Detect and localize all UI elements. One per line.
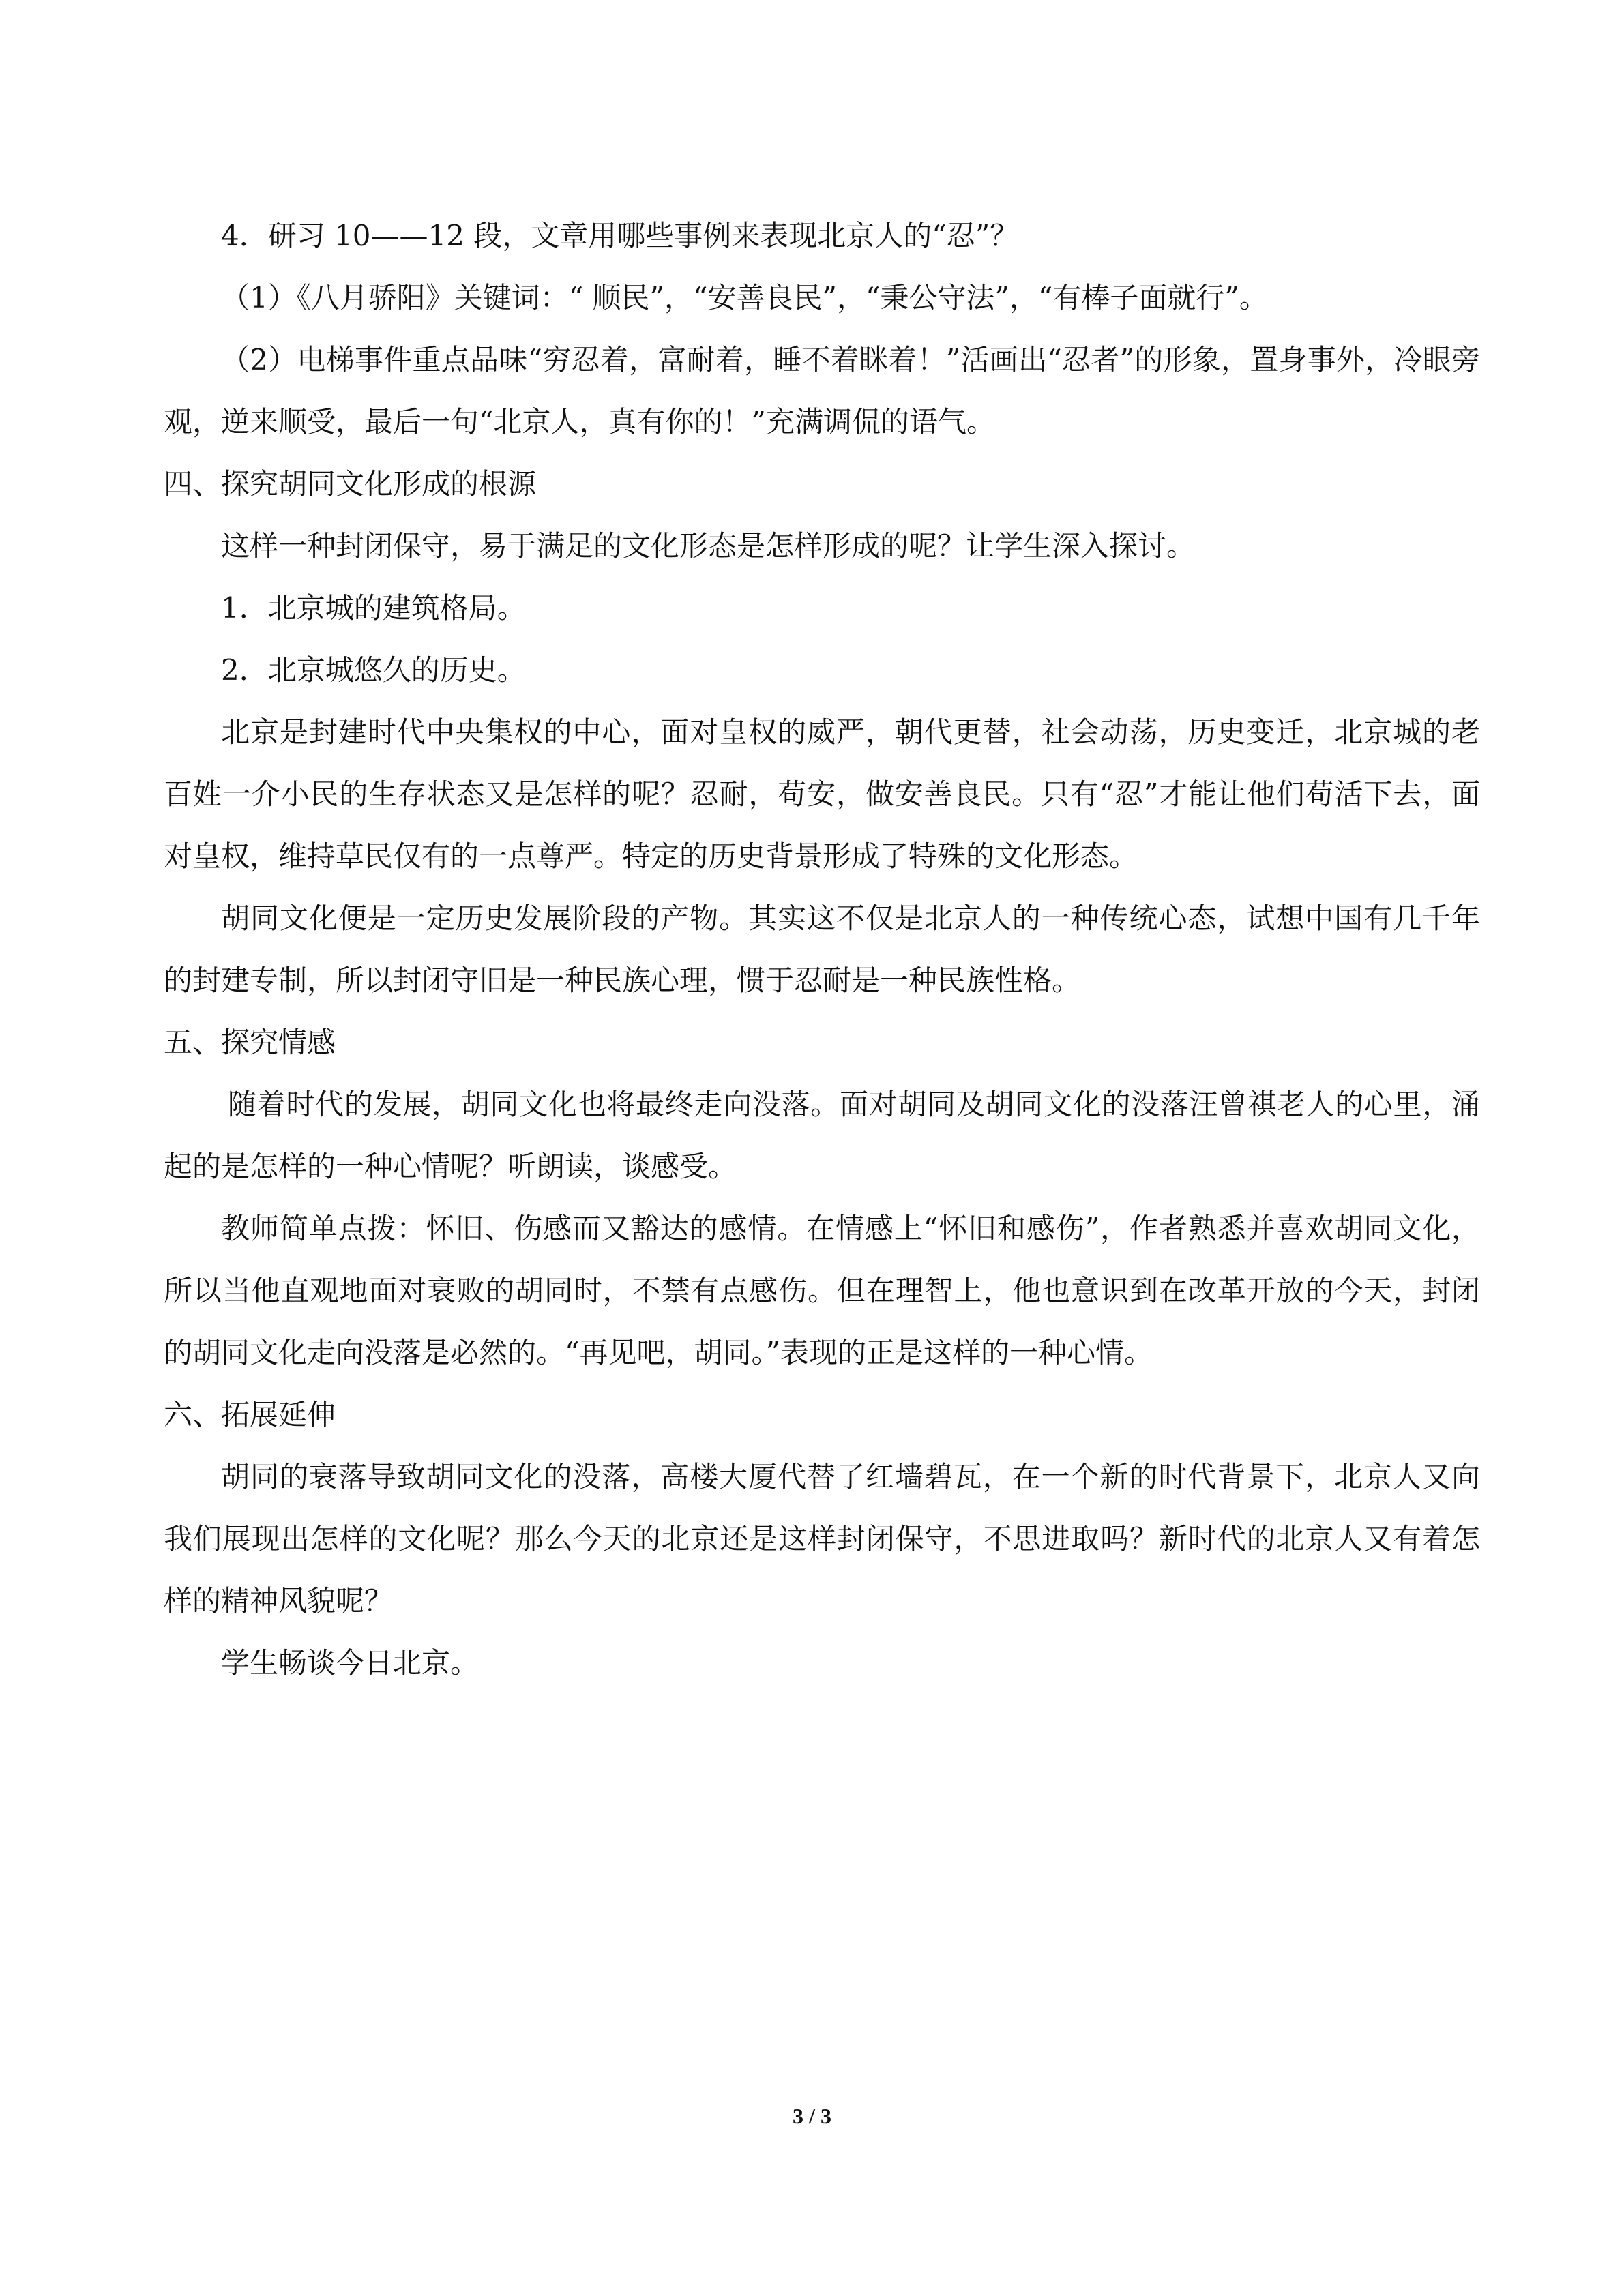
paragraph-point-1: 1．北京城的建筑格局。	[221, 591, 526, 625]
paragraph-intro-question: 这样一种封闭保守，易于满足的文化形态是怎样形成的呢？让学生深入探讨。	[221, 529, 1196, 563]
document-body	[164, 205, 1480, 1694]
paragraph-culture-product: 胡同文化便是一定历史发展阶段的产物。其实这不仅是北京人的一种传统心态，试想中国有几千年的封建专制，所以封闭守旧是一种民族心理，惯于忍耐是一种民族性格。	[164, 901, 1480, 997]
paragraph-history: 北京是封建时代中央集权的中心，面对皇权的威严，朝代更替，社会动荡，历史变迁，北京城的老百姓一介小民的生存状态又是怎样的呢？忍耐，苟安，做安善良民。只有“忍”才能让他们苟活下去，面对皇权，维持草民仅有的一点尊严。特定的历史背景形成了特殊的文化形态。	[164, 715, 1480, 873]
section-heading-4: 四、探究胡同文化形成的根源	[164, 467, 537, 501]
paragraph-extension: 胡同的衰落导致胡同文化的没落，高楼大厦代替了红墙碧瓦，在一个新的时代背景下，北京人又向我们展现出怎样的文化呢？那么今天的北京还是这样封闭保守，不思进取吗？新时代的北京人又有着怎样的精神风貌呢？	[164, 1460, 1480, 1617]
paragraph-discussion: 学生畅谈今日北京。	[221, 1646, 479, 1680]
paragraph-example-1: （1）《八月骄阳》关键词：“ 顺民”，“安善良民”，“秉公守法”，“有棒子面就行”。	[221, 281, 1268, 314]
paragraph-decline: 随着时代的发展，胡同文化也将最终走向没落。面对胡同及胡同文化的没落汪曾祺老人的心里，涌起的是怎样的一种心情呢？听朗读，谈感受。	[164, 1088, 1480, 1183]
paragraph-point-2: 2．北京城悠久的历史。	[221, 653, 526, 687]
page-number: 3 / 3	[793, 2104, 831, 2128]
paragraph-teacher-guidance: 教师简单点拨：怀旧、伤感而又豁达的感情。在情感上“怀旧和感伤”，作者熟悉并喜欢胡同文化，所以当他直观地面对衰败的胡同时，不禁有点感伤。但在理智上，他也意识到在改革开放的今天，封闭的胡同文化走向没落是必然的。“再见吧，胡同。”表现的正是这样的一种心情。	[164, 1212, 1480, 1369]
paragraph-example-2: （2）电梯事件重点品味“穷忍着，富耐着，睡不着眯着！”活画出“忍者”的形象，置身事外，冷眼旁观，逆来顺受，最后一句“北京人，真有你的！”充满调侃的语气。	[164, 343, 1480, 438]
section-heading-5: 五、探究情感	[164, 1026, 336, 1059]
section-heading-6: 六、拓展延伸	[164, 1398, 336, 1431]
paragraph-study-question: 4．研习 10——12 段，文章用哪些事例来表现北京人的“忍”？	[221, 219, 1019, 252]
